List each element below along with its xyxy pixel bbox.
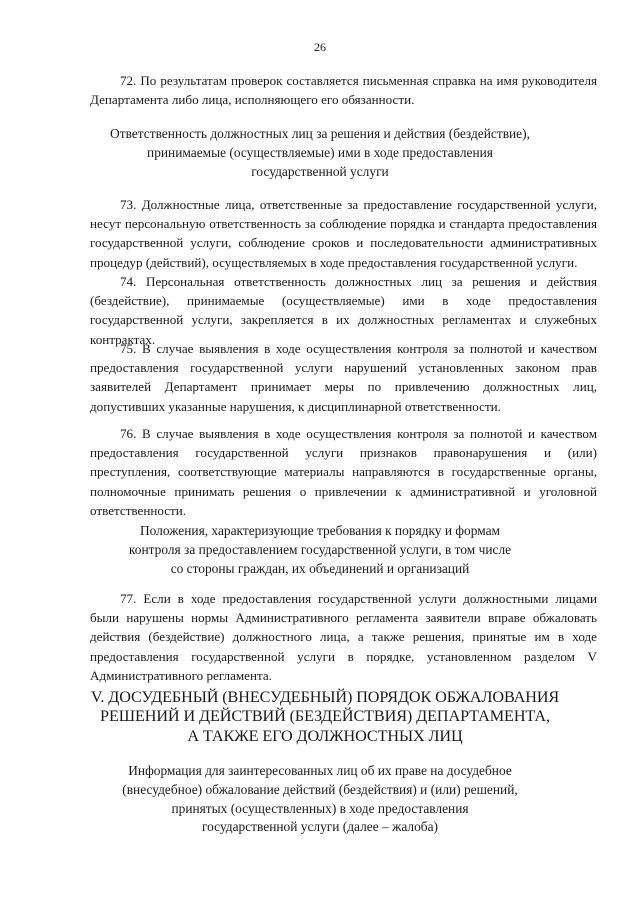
heading-line: принимаемые (осуществляемые) ими в ходе предоставления: [147, 144, 493, 160]
heading-line: со стороны граждан, их объединений и организаций: [170, 560, 470, 576]
heading-line: принятых (осуществленных) в ходе предоставления: [171, 800, 469, 816]
heading-line: государственной услуги: [251, 163, 389, 179]
heading-line: Ответственность должностных лиц за решения и действия (бездействие),: [110, 126, 530, 141]
paragraph-73: 73. Должностные лица, ответственные за предоставление государственной услуги, несут персональную ответственность за соблюдение порядка и стандарта предоставления государственной услуги, соблюдение сроков и последовательности административных процедур (действий), осуществляемых в ходе предоставления государственной услуги.: [90, 197, 597, 270]
heading-line: (внесудебное) обжалование действий (бездействия) и (или) решений,: [122, 781, 518, 797]
heading-information: [80, 762, 560, 837]
heading-control: [80, 522, 560, 578]
heading-line: государственной услуги (далее – жалоба): [201, 819, 438, 835]
page-number: 26: [314, 40, 326, 54]
section-v-title: [70, 688, 580, 746]
paragraph-76: 76. В случае выявления в ходе осуществления контроля за полнотой и качеством предоставления государственной услуги признаков правонарушения и (или) преступления, соответствующие материалы направляются в государственные органы, полномочные принимать решения о привлечении к административной и уголовной ответственности.: [90, 426, 597, 518]
paragraph-72: 72. По результатам проверок составляется письменная справка на имя руководителя Департамента либо лица, исполняющего его обязанности.: [90, 73, 597, 108]
section-title-line: А ТАКЖЕ ЕГО ДОЛЖНОСТНЫХ ЛИЦ: [187, 726, 463, 745]
heading-line: Положения, характеризующие требования к порядку и формам: [139, 523, 500, 538]
paragraph-75: 75. В случае выявления в ходе осуществления контроля за полнотой и качеством предоставления государственной услуги нарушений установленных законом прав заявителей Департамент принимает меры по привлечению должностных лиц, допустивших указанные нарушения, к дисциплинарной ответственности.: [90, 341, 597, 414]
paragraph-74: 74. Персональная ответственность должностных лиц за решения и действия (бездействие), принимаемые (осуществляемые) ими в ходе предоставления государственной услуги, закрепляется в их должностных регламентах и служебных контрактах.: [90, 274, 597, 347]
paragraph-77: 77. Если в ходе предоставления государственной услуги должностными лицами были нарушены нормы Административного регламента заявители вправе обжаловать действия (бездействие) должностного лица, а также решения, принятые им в ходе предоставления государственной услуги в порядке, установленном разделом V Административного регламента.: [90, 591, 597, 683]
heading-line: Информация для заинтересованных лиц об их праве на досудебное: [128, 763, 512, 778]
heading-line: контроля за предоставлением государственной услуги, в том числе: [128, 541, 512, 557]
section-title-line: V. ДОСУДЕБНЫЙ (ВНЕСУДЕБНЫЙ) ПОРЯДОК ОБЖАЛОВАНИЯ: [90, 688, 560, 706]
heading-responsibility: [80, 125, 560, 181]
section-title-line: РЕШЕНИЙ И ДЕЙСТВИЙ (БЕЗДЕЙСТВИЯ) ДЕПАРТАМЕНТА,: [100, 707, 550, 726]
